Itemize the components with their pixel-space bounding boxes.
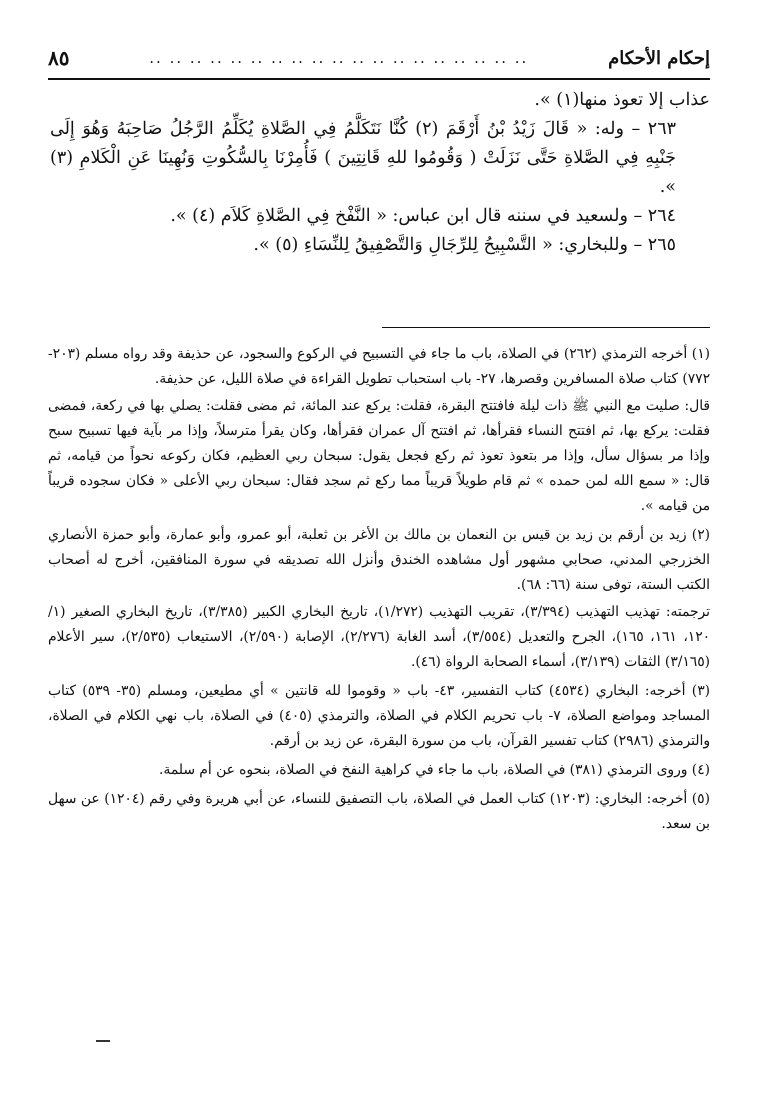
footnote-2: (٢) زيد بن أرقم بن زيد بن قيس بن النعمان بن مالك بن الأغر بن ثعلبة، أبو عمرو، وأبو عمارة، وأبو حمزة الأنصاري الخزرجي المدني، صحابي مشهور أول مشاهده الخندق وأنزل الله تصديقه في سورة المنافقين، أخرج له أصحاب الكتب الستة، توفى سنة (٦٦: ٦٨). (48, 527, 710, 593)
footnote-separator (382, 327, 710, 328)
footnote-2-references: ترجمته: تهذيب التهذيب (٣/٣٩٤)، تقريب التهذيب (١/٢٧٢)، تاريخ البخاري الكبير (٣/٣٨٥)، تاريخ البخاري الصغير (١/ ١٢٠، ١٦١، ١٦٥)، الجرح والتعديل (٣/٥٥٤)، أسد الغابة (٢/٢٧٦)، الإصابة (٢/٥٩٠)، الاستيعاب (٢/٥٣٥)، سير الأعلام (٣/١٦٥) الثقات (٣/١٣٩)، أسماء الصحابة الرواة (٤٦). (48, 604, 711, 670)
footnote-5: (٥) أخرجه: البخاري: (١٢٠٣) كتاب العمل في الصلاة، باب التصفيق للنساء، عن أبي هريرة وفي رقم (١٢٠٤) عن سهل بن سعد. (48, 791, 710, 832)
hadith-263: ٢٦٣ – وله: « قَالَ زَيْدُ بْنُ أَرْقَمَ (٢) كُنَّا نَتَكَلَّمُ فِي الصَّلاةِ يُكَلِّمُ الرَّجُلُ صَاحِبَهُ وَهُوَ إِلَى جَنْبِهِ فِي الصَّلاةِ حَتَّى نَزَلَتْ ( وَقُومُوا للهِ قَانِتِينَ ) فَأُمِرْنَا بِالسُّكُوتِ وَنُهِينَا عَنِ الْكَلامِ (٣) ». (50, 119, 676, 197)
main-text (50, 86, 710, 260)
page-header (48, 38, 710, 80)
footnote-4: (٤) وروى الترمذي (٣٨١) في الصلاة، باب ما جاء في كراهية النفخ في الصلاة، بنحوه عن أم سلمة. (159, 762, 710, 778)
page-mark (96, 1040, 110, 1042)
footnote-1: (١) أخرجه الترمذي (٢٦٢) في الصلاة، باب ما جاء في التسبيح في الركوع والسجود، عن حذيفة وقد رواه مسلم (٢٠٣- ٧٧٢) كتاب صلاة المسافرين وقصرها، ٢٧- باب استحباب تطويل القراءة في صلاة الليل، عن حذيفة. (48, 346, 710, 387)
footnote-1-continued: قال: صليت مع النبي ﷺ ذات ليلة فافتتح البقرة، فقلت: يركع عند المائة، ثم مضى فقلت: يصلي بها في ركعة، فمضى فقلت: يركع بها، ثم افتتح النساء فقرأها، ثم افتتح آل عمران فقرأها، وكان يقرأ مترسلاً، وإذا مر بآية فيها تسبيح سبح وإذا مر بسؤال سأل، وإذا مر بتعوذ تعوذ ثم ركع فجعل يقول: سبحان ربي العظيم، فكان ركوعه نحواً من قيامه، ثم قال: « سمع الله لمن حمده » ثم قام طويلاً قريباً مما ركع ثم سجد فقال: سبحان ربي الأعلى « فكان سجوده قريباً من قيامه ». (48, 398, 710, 514)
continued-line: عذاب إلا تعوذ منها(١) ». (534, 90, 710, 110)
running-title: إحكام الأحكام (608, 47, 710, 69)
page-number: ٨٥ (48, 46, 70, 70)
header-leader-dots: .. .. .. .. .. .. .. .. .. .. .. .. .. .. .. .. .. .. .. (149, 49, 529, 67)
footnote-3: (٣) أخرجه: البخاري (٤٥٣٤) كتاب التفسير، ٤٣- باب « وقوموا لله قانتين » أي مطيعين، ومسلم (٣٥- ٥٣٩) كتاب المساجد ومواضع الصلاة، ٧- باب تحريم الكلام في الصلاة، والترمذي (٤٠٥) في الصلاة، باب نهي الكلام في الصلاة، والترمذي (٢٩٨٦) كتاب تفسير القرآن، باب من سورة البقرة، عن زيد بن أرقم. (48, 683, 710, 749)
footnotes (48, 342, 710, 839)
hadith-264: ٢٦٤ – ولسعيد في سننه قال ابن عباس: « النَّفْخ فِي الصَّلاةِ كَلاَم (٤) ». (170, 206, 676, 226)
hadith-265: ٢٦٥ – وللبخاري: « التَّسْبِيحُ لِلرِّجَالِ وَالتَّصْفِيقُ لِلنِّسَاءِ (٥) ». (253, 235, 676, 255)
